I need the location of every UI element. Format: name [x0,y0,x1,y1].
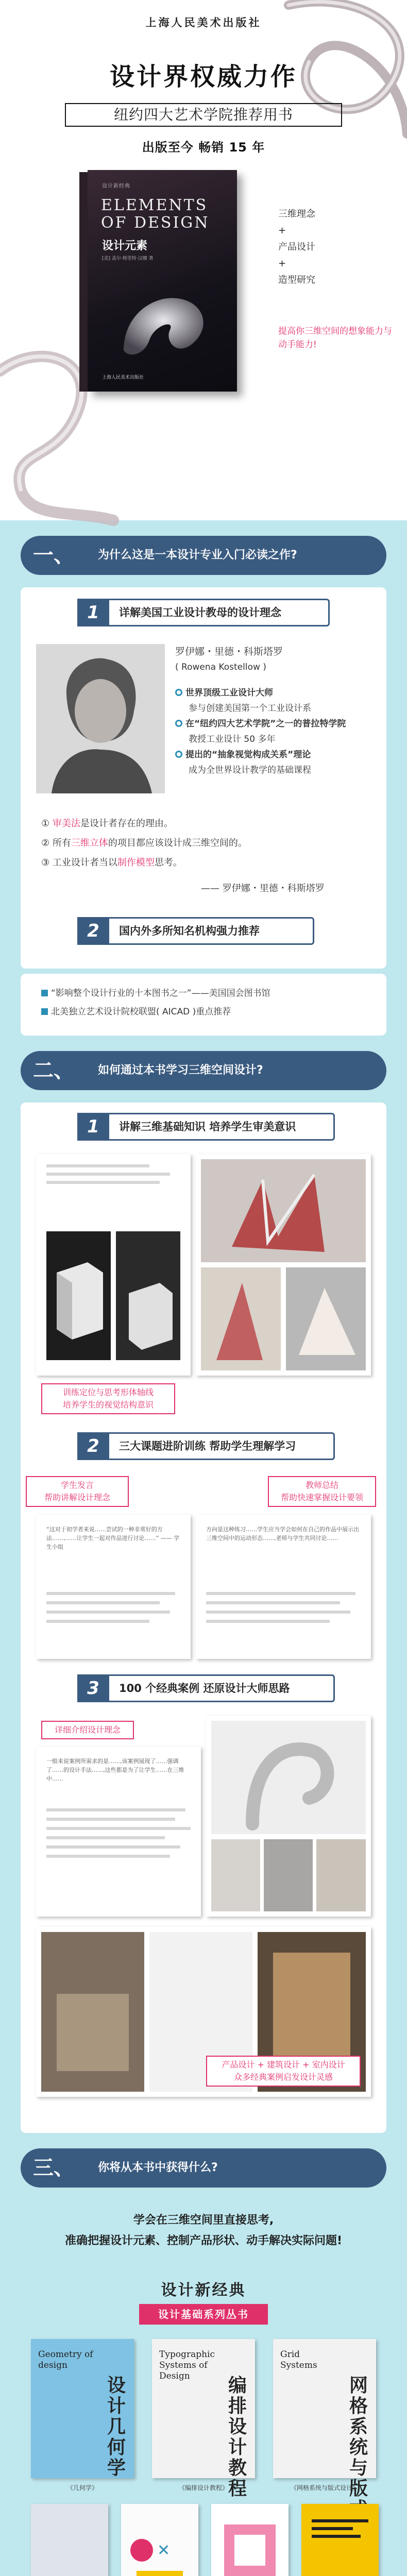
book-page-teacher [196,1515,371,1659]
sub-heading-title: 100 个经典案例 还原设计大师思路 [119,1682,290,1694]
product-photos [211,1721,366,1911]
feature-item: 产品设计 [278,242,315,252]
sculpture-image [103,283,222,361]
section-1-title: 为什么这是一本设计专业入门必读之作? [98,549,297,562]
case-text: 一般来说案例所需求的是……,该案例展现了……强调了……的设计手法……,这些都是为了让学生……在三维中…… [46,1758,184,1782]
book-cover [88,170,237,392]
quote-item: ③ 工业设计者当以制作模型思考。 [41,857,182,868]
series-label: 设计基础系列丛书 [139,2304,268,2325]
cover-title-cn: 编排设计教程 [228,2375,247,2499]
cover-title-cn: 网格系统与版 [349,2375,368,2499]
book-page-products [206,1716,371,1917]
feature-plus: + [278,258,286,269]
recommendation-item: 北美独立艺术设计院校联盟( AICAD )重点推荐 [41,1003,381,1021]
hero-subtitle-2: 出版至今 畅销 15 年 [142,140,265,155]
book-page-case [36,1747,201,1917]
sub-heading-1-1 [77,599,330,626]
svg-text:✕: ✕ [157,2541,171,2560]
sub-heading-1-2 [77,917,314,945]
bullet-icon [175,751,182,758]
promo-text: 提高你三维空间的想象能力与动手能力! [278,326,392,350]
cover-caption: 《几何学》 [66,2484,98,2492]
hero-title: 设计界权威力作 [109,62,297,91]
section-2-number: 二、 [33,1058,74,1082]
cover-title-en: Typographic Systems of Design [159,2349,215,2381]
series-cover-6 [211,2504,289,2576]
quote-list [41,814,371,873]
hero [0,0,407,520]
section-1-recommendations [21,974,386,1036]
sculpture-photos [201,1159,366,1370]
cover-pattern-icon [121,2504,198,2576]
cover-title-en: Grid Systems [280,2349,317,2370]
series-logo: 设计新经典 [161,2281,246,2299]
cover-pattern-icon [211,2504,289,2576]
person-name: 罗伊娜・里德・科斯塔罗 [175,646,283,657]
bullet-icon [175,689,182,696]
portrait-photo [36,644,165,793]
quote-item: ① 审美法是设计者存在的理由。 [41,818,173,829]
sub-heading-2-1 [77,1113,335,1141]
sub-heading-title: 讲解三维基础知识 培养学生审美意识 [119,1121,296,1133]
section-2-card [21,1103,386,2133]
series-cover-7 [301,2504,379,2576]
sub-heading-number: 2 [77,1432,109,1460]
book-author: [美] 盖尔·格里特·汉娜 著 [102,256,154,261]
feature-plus: + [278,225,286,236]
series-cover-4 [31,2504,108,2576]
sub-heading-number: 1 [77,1113,109,1141]
cube-model-image [46,1231,180,1360]
teacher-summary-text: 方向是这种练习……学生应当学会如何在自己的作品中展示出三维空间中的运动形态……,老师与学生共同讨论…… [206,1526,359,1541]
series-cover-5 [121,2504,198,2576]
callout-student: 学生发言 帮助讲解设计理念 [26,1476,129,1507]
feature-item: 三维理念 [278,209,315,219]
cover-pattern-icon [301,2504,379,2576]
sub-heading-2-3 [77,1674,335,1702]
book-page-right [196,1154,371,1376]
sub-heading-title: 详解美国工业设计教母的设计理念 [119,606,281,619]
section-1-bar [21,536,386,575]
quote-attribution: —— 罗伊娜・里德・科斯塔罗 [201,883,325,894]
book-page-left [36,1154,191,1376]
book-title-en: ELEMENTS OF DESIGN [101,196,210,232]
section-2-bar [21,1051,386,1090]
cover-title-cn: 设计几何学 [107,2375,126,2479]
sub-heading-number: 2 [77,917,109,945]
section-3-text: 学会在三维空间里直接思考, 准确把握设计元素、控制产品形状、动手解决实际问题! [64,2214,343,2247]
section-3-title: 你将从本书中获得什么? [98,2161,218,2174]
feature-list [278,206,392,289]
quote-item: ② 所有三维立体的项目都应该设计成三维空间的。 [41,838,247,849]
cover-caption: 《网格系统与版式设计》 [290,2484,359,2492]
student-discussion-text: “这对于初学者来说……尝试的一种非常好的方法……,……让学生一起对作品进行讨论……” —— 学生小组 [46,1526,180,1550]
book-page-student [36,1515,191,1659]
book-title-cn: 设计元素 [102,240,148,252]
cover-title-en: Geometry of design [38,2349,93,2370]
series-cover-2 [152,2339,255,2499]
series-cover-1 [31,2339,134,2478]
callout-design-concept: 详细介绍设计理念 [41,1721,134,1739]
person-name-en: ( Rowena Kostellow ) [175,662,266,672]
bullet-icon [175,720,182,727]
section-3-number: 三、 [33,2156,74,2180]
sub-heading-number: 1 [77,599,109,626]
book-spine [79,172,88,392]
bullet-square-icon [41,990,48,996]
sub-heading-2-2 [77,1432,335,1460]
section-1-card-1 [21,587,386,969]
recommendation-list [41,984,381,1021]
publisher-name: 上海人民美术出版社 [145,16,262,29]
sub-heading-number: 3 [77,1674,109,1702]
callout-teacher: 教师总结 帮助快速掌握设计要领 [268,1476,376,1507]
section-2-title: 如何通过本书学习三维空间设计? [98,1064,263,1077]
section-3-bar [21,2148,386,2188]
hero-subtitle: 纽约四大艺术学院推荐用书 [65,103,342,127]
recommendation-item: “影响整个设计行业的十本图书之一”——美国国会图书馆 [41,984,381,1003]
person-bullet: 世界顶级工业设计大师 参与创建美国第一个工业设计系 在“纽约四大艺术学院”之一的普拉特学院 教授工业设计 50 多年 提出的“抽象视觉构成关系”理论 成为全世界设计教学的基础课程 [175,685,381,778]
feature-item: 造型研究 [278,275,315,285]
callout-visual-structure: 训练定位与思考形体轴线 培养学生的视觉结构意识 [41,1383,175,1414]
section-1-number: 一、 [33,543,74,567]
book-publisher-tag: 上海人民美术出版社 [102,375,144,380]
sub-heading-title: 国内外多所知名机构强力推荐 [119,925,260,937]
sub-heading-title: 三大课题进阶训练 帮助学生理解学习 [119,1440,296,1452]
book-series: 设计新经典 [102,183,130,189]
bullet-square-icon [41,1008,48,1015]
cover-caption: 《编排设计教程》 [178,2484,228,2492]
callout-inspiration: 产品设计 + 建筑设计 + 室内设计 众多经典案例启发设计灵感 [206,2056,361,2087]
